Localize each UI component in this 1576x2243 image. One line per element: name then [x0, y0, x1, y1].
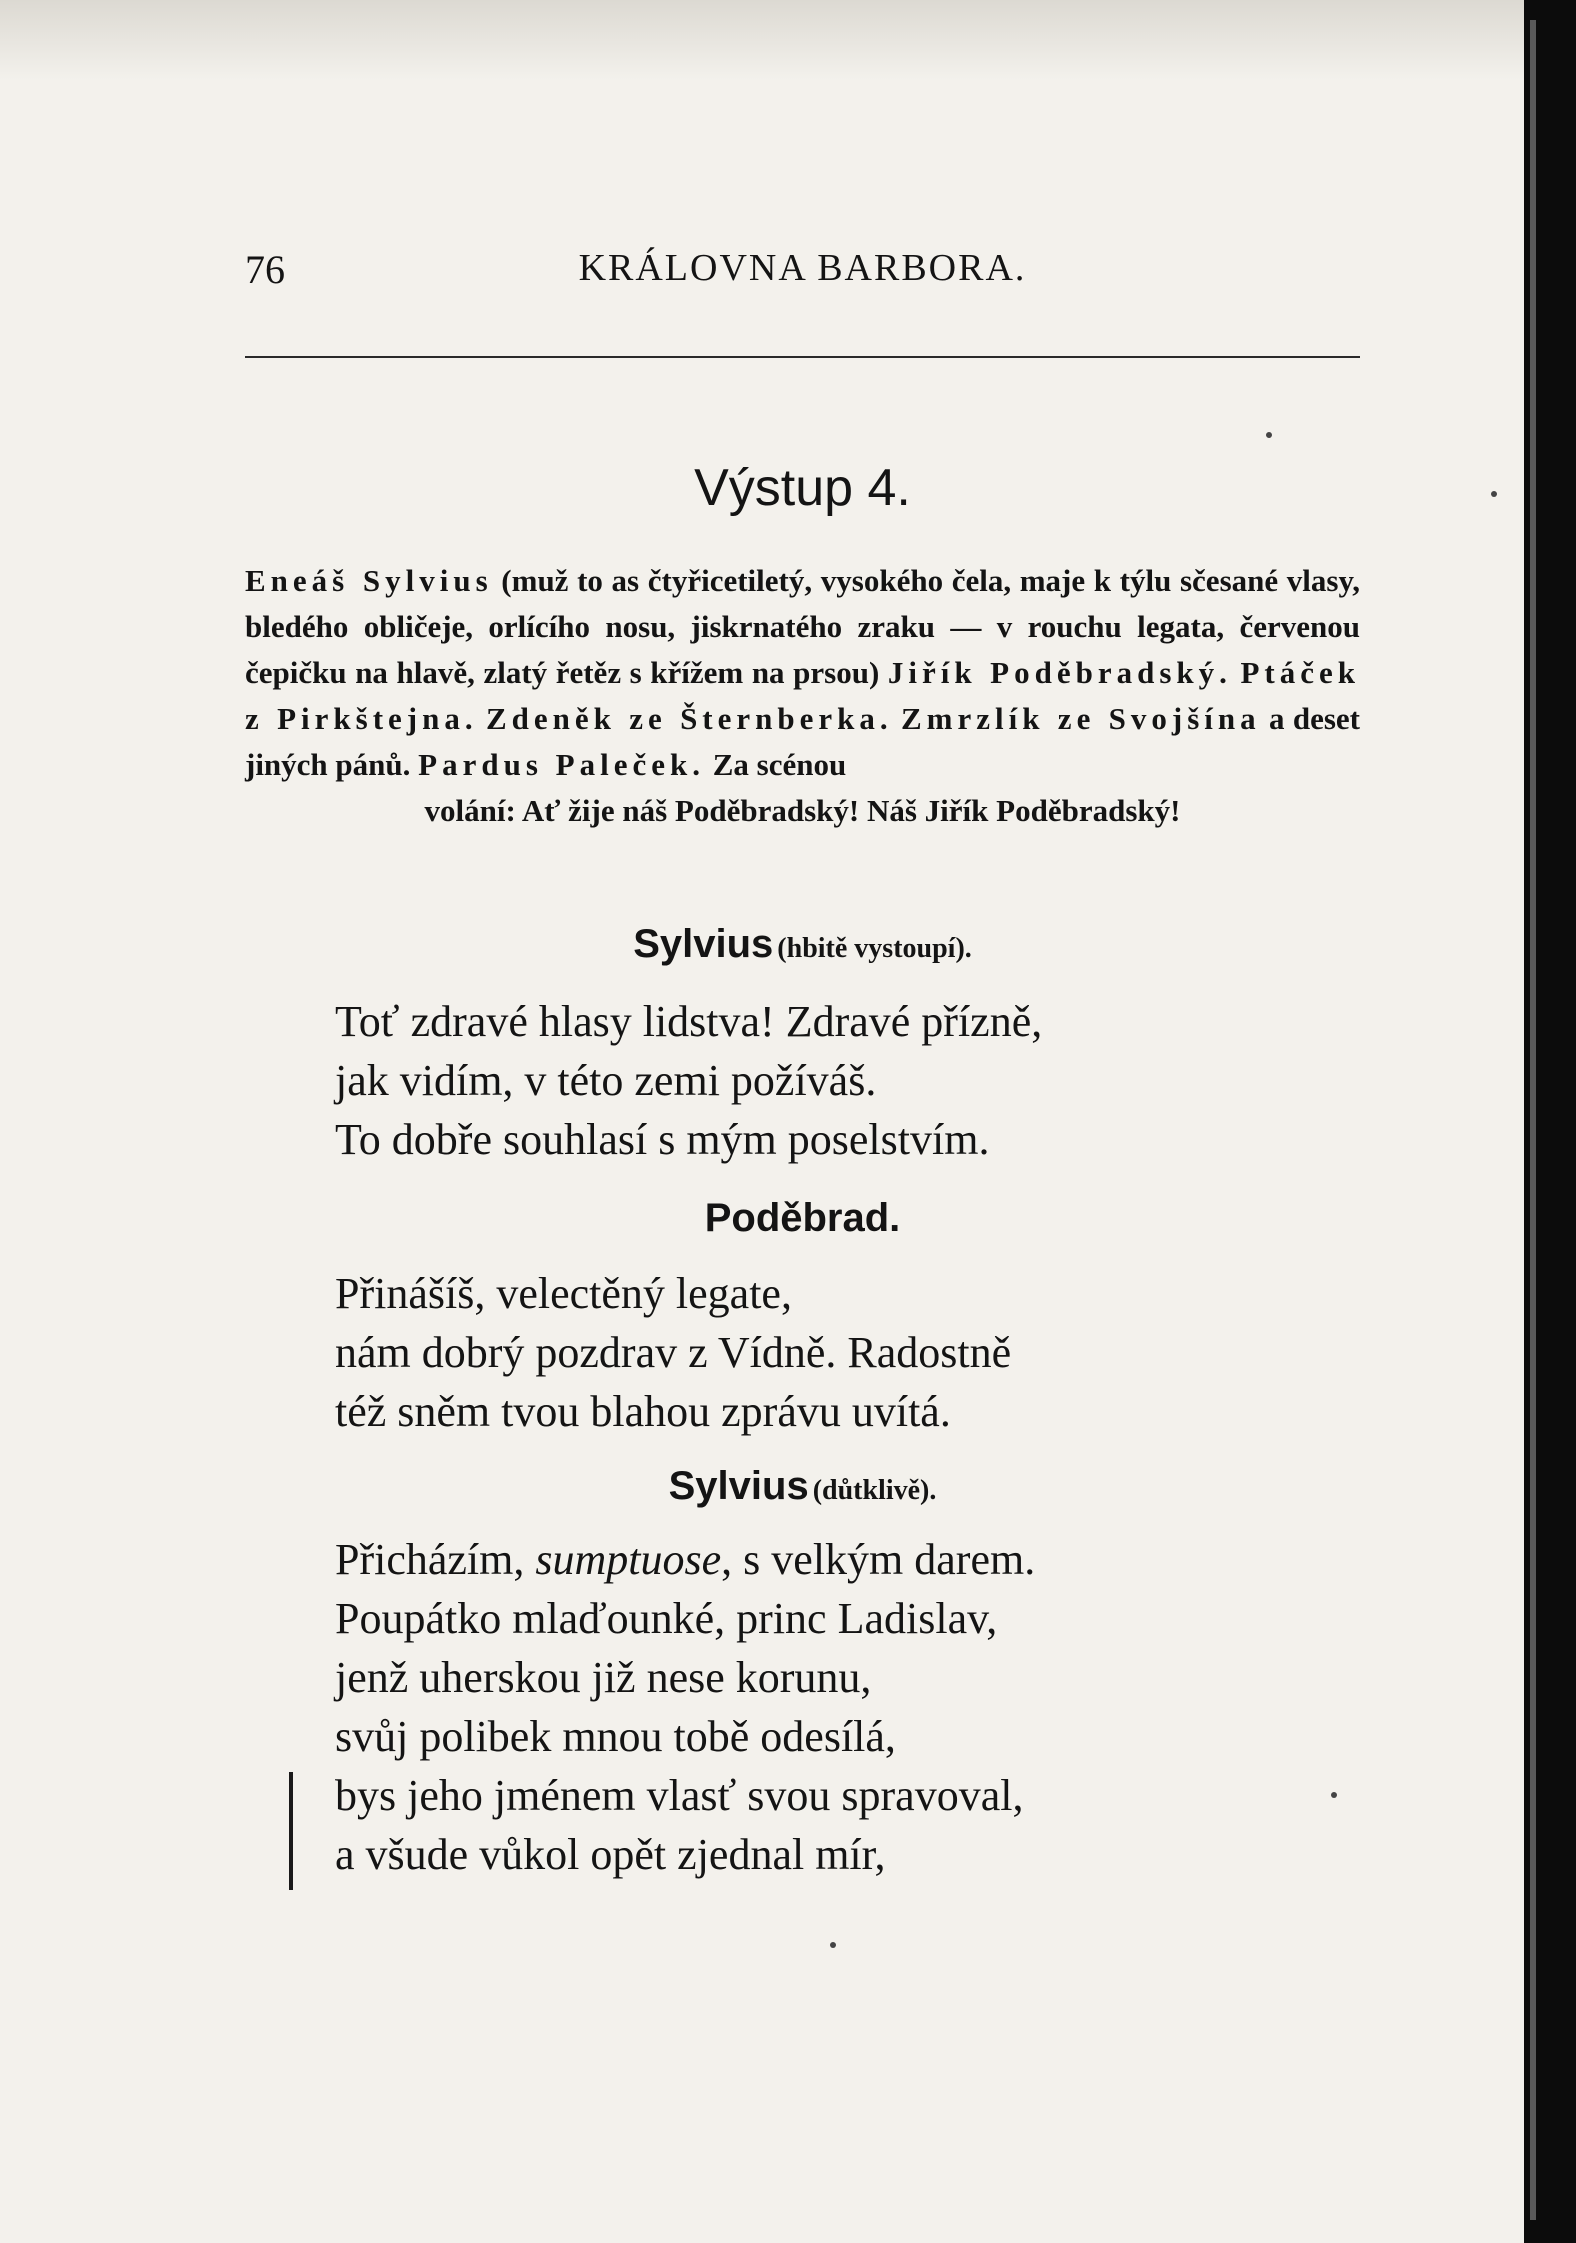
- verse-line: jenž uherskou již nese korunu,: [335, 1653, 872, 1702]
- verse-line: Toť zdravé hlasy lidstva! Zdravé přízně,: [335, 997, 1043, 1046]
- speaker-name: Poděbrad.: [704, 1196, 901, 1240]
- header-rule: [245, 356, 1360, 358]
- verse-line: [335, 1530, 1035, 1589]
- speaker-heading: [245, 1196, 1360, 1241]
- stage-direction: [245, 558, 1360, 834]
- speaker-direction: (hbitě vystoupí).: [777, 933, 972, 964]
- verse-line: svůj polibek mnou tobě odesílá,: [335, 1712, 896, 1761]
- stage-direction-text: Za scénou: [704, 747, 847, 782]
- verse-line: bys jeho jménem vlasť svou spravoval,: [335, 1771, 1024, 1820]
- scan-speck: [830, 1942, 836, 1948]
- verse-text: , s velkým darem.: [721, 1535, 1036, 1584]
- verse-line: a všude vůkol opět zjednal mír,: [335, 1830, 886, 1879]
- running-title: KRÁLOVNA BARBORA.: [578, 247, 1027, 289]
- verse-block: [335, 1530, 1035, 1884]
- speaker-direction: (důtklivě).: [812, 1475, 937, 1506]
- verse-text: Přicházím,: [335, 1535, 536, 1584]
- stage-direction-text: a deset jiných pánů.: [245, 701, 1360, 782]
- running-head: [245, 246, 1360, 296]
- speaker-heading: [245, 922, 1360, 967]
- speaker-name: Sylvius: [633, 922, 774, 966]
- character-name: Ptáček z Pirkštejna.: [245, 655, 1360, 736]
- scan-speck: [1331, 1792, 1337, 1798]
- character-name: Zdeněk ze Šternberka.: [485, 701, 893, 736]
- speaker-heading: [245, 1464, 1360, 1509]
- scan-speck: [1491, 491, 1497, 497]
- verse-line: jak vidím, v této zemi požíváš.: [335, 1056, 877, 1105]
- verse-block: [335, 992, 1042, 1169]
- verse-line: To dobře souhlasí s mým poselstvím.: [335, 1115, 990, 1164]
- verse-line: Poupátko mlaďounké, princ Ladislav,: [335, 1594, 998, 1643]
- character-name: Eneáš Sylvius: [245, 563, 493, 598]
- scan-edge-line: [1530, 20, 1536, 2220]
- character-name: Jiřík Poděbradský.: [887, 655, 1232, 690]
- page-number: 76: [245, 247, 285, 292]
- verse-line: též sněm tvou blahou zprávu uvítá.: [335, 1387, 951, 1436]
- verse-line: Přinášíš, velectěný legate,: [335, 1269, 792, 1318]
- verse-block: [335, 1264, 1011, 1441]
- scene-title: Výstup 4.: [694, 459, 911, 517]
- scan-speck: [1266, 432, 1272, 438]
- stage-direction-text: (muž to as čtyřicetiletý, vysokého čela, maje k týlu sčesané vlasy, bledého obličeje, orlícího nosu, jiskrnatého zraku — v rouchu legata, červenou čepičku na hlavě, zlatý řetěz s křížem na prsou): [245, 563, 1360, 690]
- verse-line: nám dobrý pozdrav z Vídně. Radostně: [335, 1328, 1012, 1377]
- stage-direction-last-line: volání: Ať žije náš Poděbradský! Náš Jiřík Poděbradský!: [424, 793, 1181, 828]
- speaker-name: Sylvius: [668, 1464, 809, 1508]
- margin-marker: [289, 1772, 293, 1890]
- character-name: Zmrzlík ze Svojšína: [900, 701, 1261, 736]
- latin-word: sumptuose: [535, 1535, 722, 1584]
- character-name: Pardus Paleček.: [418, 747, 705, 782]
